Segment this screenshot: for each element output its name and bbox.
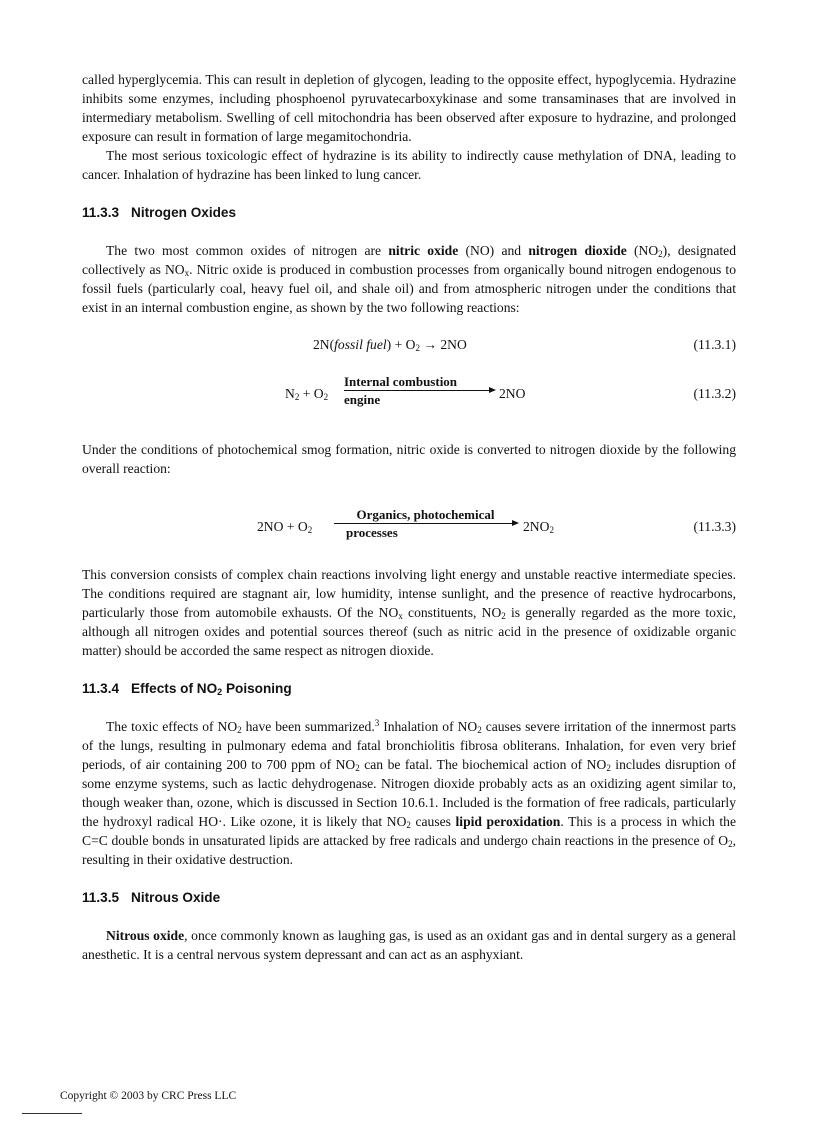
arrow-label-above: Organics, photochemical bbox=[356, 507, 495, 522]
equation-lhs: $2NO + O_2$ bbox=[257, 519, 313, 535]
equation-body: 2N(fossil fuel) + $O_2 \to 2NO$ bbox=[313, 337, 467, 353]
term-nitrous-oxide: Nitrous oxide bbox=[106, 928, 185, 943]
copyright-footer: Copyright © 2003 by CRC Press LLC bbox=[60, 1090, 237, 1102]
arrow-label-below: engine bbox=[344, 392, 381, 407]
arrow-label-above: Internal combustion bbox=[344, 374, 458, 389]
reaction-arrow bbox=[344, 374, 494, 407]
equation-11-3-2 bbox=[82, 374, 736, 407]
equation-number: (11.3.1) bbox=[693, 337, 736, 352]
page-body bbox=[82, 70, 736, 964]
equation-11-3-3 bbox=[82, 507, 736, 540]
section-heading-no2-poisoning bbox=[82, 679, 736, 698]
equation-rhs: $2NO_2$ bbox=[523, 519, 554, 535]
section-heading-nitrous-oxide bbox=[82, 888, 736, 907]
reaction-arrow bbox=[334, 507, 517, 540]
arrow-label-below: processes bbox=[346, 525, 398, 540]
footnote-ref: 3 bbox=[374, 718, 380, 728]
section-title: Effects of $NO_2$ Poisoning bbox=[131, 681, 292, 697]
paragraph-no2-toxic-effects: The toxic effects of $NO_2$ have been summarized.$^3$ Inhalation of $NO_2$ causes severe irritation of the innermost parts of the lungs, resulting in pulmonary edema and fatal bronchiolitis fibrosa obliterans. Inhalation, for even very brief periods, of air containing 200 to 700 ppm of $NO_2$ can be fatal. The biochemical action of $NO_2$ includes disruption of some enzyme systems, such as lactic dehydrogenase. Nitrogen dioxide probably acts as an oxidizing agent similar to, though weaker than, ozone, which is discussed in Section 10.6.1. Included is the formation of free radicals, particularly the hydroxyl radical HO·. Like ozone, it is likely that $NO_2$ causes lipid peroxidation. This is a process in which the C=C double bonds in unsaturated lipids are attacked by free radicals and undergo chain reactions in the presence of $O_2$, resulting in their oxidative destruction. bbox=[82, 718, 737, 867]
arrow-line bbox=[334, 523, 517, 524]
paragraph-hydrazine-cancer: The most serious toxicologic effect of hydrazine is its ability to indirectly cause methylation of DNA, leading to cancer. Inhalation of hydrazine has been linked to lung cancer. bbox=[82, 148, 736, 182]
section-number: 11.3.5 bbox=[82, 890, 120, 905]
section-heading-nitrogen-oxides bbox=[82, 203, 736, 222]
term-nitrogen-dioxide: nitrogen dioxide bbox=[528, 243, 627, 258]
footer-rule bbox=[22, 1113, 82, 1114]
paragraph-chain-reactions: This conversion consists of complex chain reactions involving light energy and unstable reactive intermediate species. The conditions required are stagnant air, low humidity, intense sunlight, and the presence of reactive hydrocarbons, particularly those from automobile exhausts. Of the $NO_x$ constituents, $NO_2$ is generally regarded as the more toxic, although all nitrogen oxides and potential sources thereof (such as nitric acid in the presence of oxidizable organic matter) should be accorded the same respect as nitrogen dioxide. bbox=[82, 567, 736, 658]
equation-rhs: 2NO bbox=[499, 386, 526, 401]
paragraph-hyperglycemia: called hyperglycemia. This can result in depletion of glycogen, leading to the opposite effect, hypoglycemia. Hydrazine inhibits some enzymes, including phosphoenol pyruvatecarboxykinase and some transaminases that are involved in intermediary metabolism. Swelling of cell mitochondria has been observed after exposure to hydrazine, and prolonged exposure can result in formation of large megamitochondria. bbox=[82, 72, 736, 144]
term-lipid-peroxidation: lipid peroxidation bbox=[455, 814, 561, 829]
equation-lhs: $N_2 + O_2$ bbox=[285, 386, 329, 402]
equation-11-3-1 bbox=[82, 335, 736, 354]
section-number: 11.3.3 bbox=[82, 205, 120, 220]
section-number: 11.3.4 bbox=[82, 681, 120, 696]
equation-number: (11.3.3) bbox=[693, 519, 736, 534]
section-title: Nitrogen Oxides bbox=[131, 205, 237, 220]
arrow-line bbox=[344, 390, 494, 391]
paragraph-smog-formation: Under the conditions of photochemical smog formation, nitric oxide is converted to nitrogen dioxide by the following overall reaction: bbox=[82, 442, 736, 476]
equation-number: (11.3.2) bbox=[693, 386, 736, 401]
section-title: Nitrous Oxide bbox=[131, 890, 221, 905]
paragraph-nitrous-oxide: Nitrous oxide, once commonly known as laughing gas, is used as an oxidant gas and in dental surgery as a general anesthetic. It is a central nervous system depressant and can act as an asphyxiant. bbox=[82, 928, 736, 962]
term-nitric-oxide: nitric oxide bbox=[388, 243, 459, 258]
paragraph-nitrogen-oxides-intro: The two most common oxides of nitrogen are nitric oxide (NO) and nitrogen dioxide $(NO_2)$, designated collectively as $NO_x$. Nitric oxide is produced in combustion processes from organically bound nitrogen endogenous to fossil fuels (particularly coal, heavy fuel oil, and shale oil) and from atmospheric nitrogen under the conditions that exist in an internal combustion engine, as shown by the two following reactions: bbox=[82, 243, 736, 315]
